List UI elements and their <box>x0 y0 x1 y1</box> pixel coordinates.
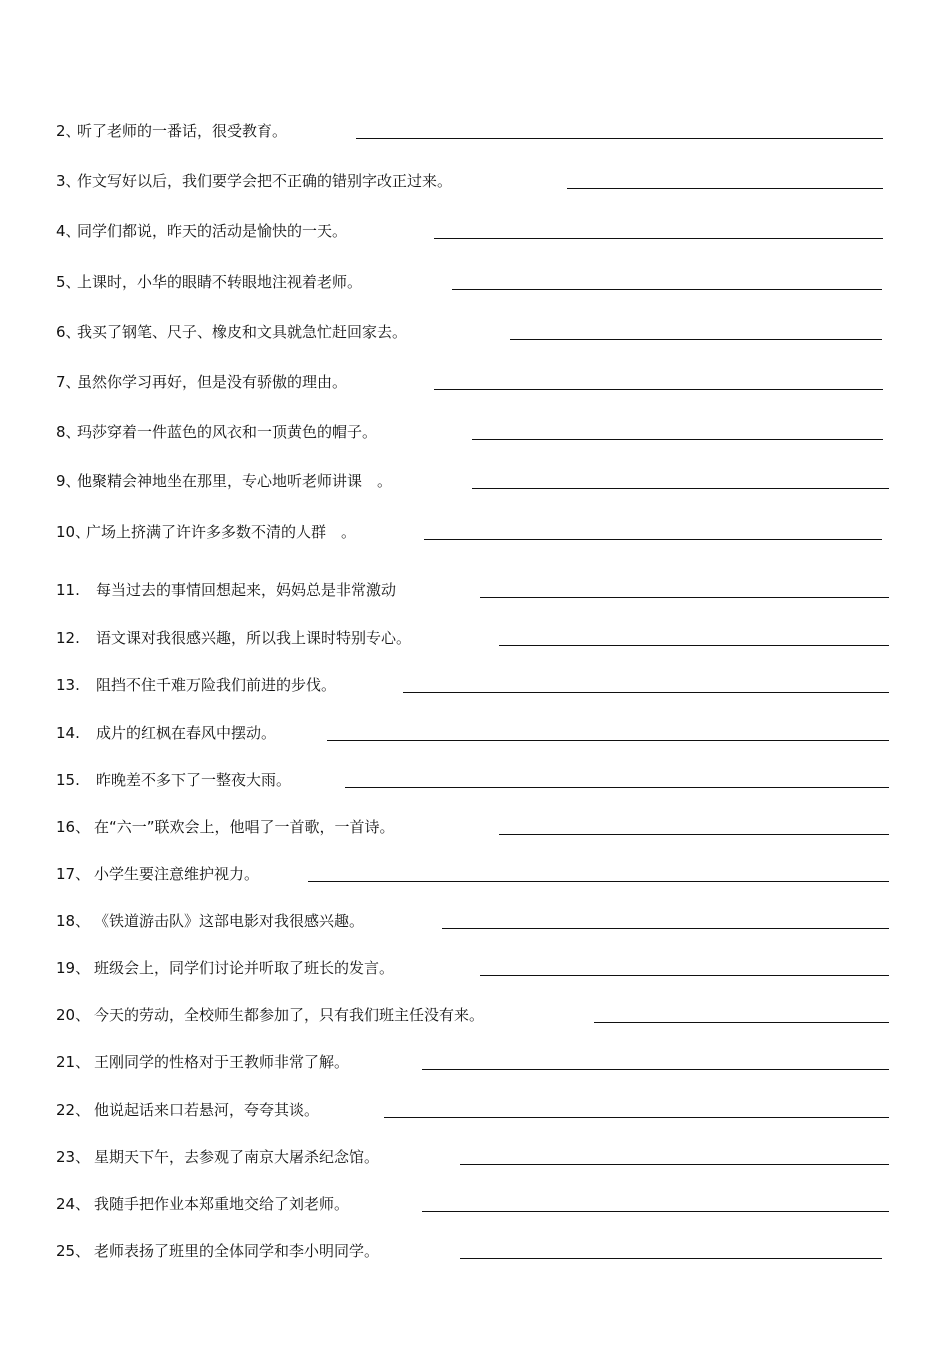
answer-line[interactable] <box>308 881 889 882</box>
item-sentence: 玛莎穿着一件蓝色的风衣和一顶黄色的帽子。 <box>77 423 378 441</box>
item-number: 17、 <box>56 865 91 883</box>
item-sentence: 小学生要注意维护视力。 <box>94 865 260 883</box>
item-number: 21、 <box>56 1053 91 1071</box>
item-number: 23、 <box>56 1148 91 1166</box>
item-number: 18、 <box>56 912 91 930</box>
item-number: 4、 <box>56 222 81 240</box>
item-sentence: 上课时，小华的眼睛不转眼地注视着老师。 <box>77 273 363 291</box>
item-number: 20、 <box>56 1006 91 1024</box>
item-sentence: 成片的红枫在春风中摆动。 <box>96 724 277 742</box>
item-number: 10、 <box>56 523 91 541</box>
answer-line[interactable] <box>510 339 882 340</box>
item-number: 22、 <box>56 1101 91 1119</box>
answer-line[interactable] <box>422 1069 889 1070</box>
answer-line[interactable] <box>567 188 883 189</box>
item-sentence: 我随手把作业本郑重地交给了刘老师。 <box>94 1195 350 1213</box>
item-sentence: 他说起话来口若悬河，夸夸其谈。 <box>94 1101 320 1119</box>
item-number: 15. <box>56 771 80 789</box>
answer-line[interactable] <box>499 645 889 646</box>
answer-line[interactable] <box>434 238 883 239</box>
answer-line[interactable] <box>327 740 889 741</box>
item-sentence: 星期天下午，去参观了南京大屠杀纪念馆。 <box>94 1148 380 1166</box>
item-sentence: 虽然你学习再好，但是没有骄傲的理由。 <box>77 373 348 391</box>
item-sentence: 听了老师的一番话，很受教育。 <box>77 122 288 140</box>
answer-line[interactable] <box>472 488 889 489</box>
answer-line[interactable] <box>472 439 883 440</box>
item-number: 7、 <box>56 373 81 391</box>
item-number: 25、 <box>56 1242 91 1260</box>
answer-line[interactable] <box>480 597 889 598</box>
item-number: 8、 <box>56 423 81 441</box>
item-sentence: 每当过去的事情回想起来，妈妈总是非常激动 <box>96 581 397 599</box>
answer-line[interactable] <box>403 692 889 693</box>
answer-line[interactable] <box>424 539 882 540</box>
item-sentence: 阻挡不住千难万险我们前进的步伐。 <box>96 676 337 694</box>
answer-line[interactable] <box>452 289 882 290</box>
item-number: 19、 <box>56 959 91 977</box>
item-sentence: 同学们都说，昨天的活动是愉快的一天。 <box>77 222 348 240</box>
answer-line[interactable] <box>434 389 883 390</box>
answer-line[interactable] <box>480 975 889 976</box>
answer-line[interactable] <box>356 138 883 139</box>
item-number: 16、 <box>56 818 91 836</box>
answer-line[interactable] <box>460 1258 882 1259</box>
item-number: 5、 <box>56 273 81 291</box>
item-sentence: 我买了钢笔、尺子、橡皮和文具就急忙赶回家去。 <box>77 323 408 341</box>
item-sentence: 昨晚差不多下了一整夜大雨。 <box>96 771 292 789</box>
answer-line[interactable] <box>345 787 889 788</box>
answer-line[interactable] <box>594 1022 889 1023</box>
item-sentence: 王刚同学的性格对于王教师非常了解。 <box>94 1053 350 1071</box>
answer-line[interactable] <box>422 1211 889 1212</box>
item-number: 24、 <box>56 1195 91 1213</box>
item-sentence: 广场上挤满了许许多多数不清的人群 。 <box>86 523 357 541</box>
item-sentence: 《铁道游击队》这部电影对我很感兴趣。 <box>94 912 365 930</box>
item-sentence: 今天的劳动，全校师生都参加了，只有我们班主任没有来。 <box>94 1006 485 1024</box>
item-sentence: 老师表扬了班里的全体同学和李小明同学。 <box>94 1242 380 1260</box>
item-number: 11. <box>56 581 80 599</box>
item-number: 6、 <box>56 323 81 341</box>
item-sentence: 他聚精会神地坐在那里，专心地听老师讲课 。 <box>77 472 393 490</box>
item-number: 3、 <box>56 172 81 190</box>
item-number: 13. <box>56 676 80 694</box>
item-number: 14. <box>56 724 80 742</box>
item-number: 12. <box>56 629 80 647</box>
answer-line[interactable] <box>442 928 889 929</box>
item-number: 9、 <box>56 472 81 490</box>
answer-line[interactable] <box>460 1164 889 1165</box>
item-sentence: 语文课对我很感兴趣，所以我上课时特别专心。 <box>96 629 412 647</box>
item-number: 2、 <box>56 122 81 140</box>
item-sentence: 班级会上，同学们讨论并听取了班长的发言。 <box>94 959 395 977</box>
item-sentence: 在“六一”联欢会上，他唱了一首歌，一首诗。 <box>94 818 395 836</box>
answer-line[interactable] <box>384 1117 889 1118</box>
answer-line[interactable] <box>499 834 889 835</box>
item-sentence: 作文写好以后，我们要学会把不正确的错别字改正过来。 <box>77 172 453 190</box>
